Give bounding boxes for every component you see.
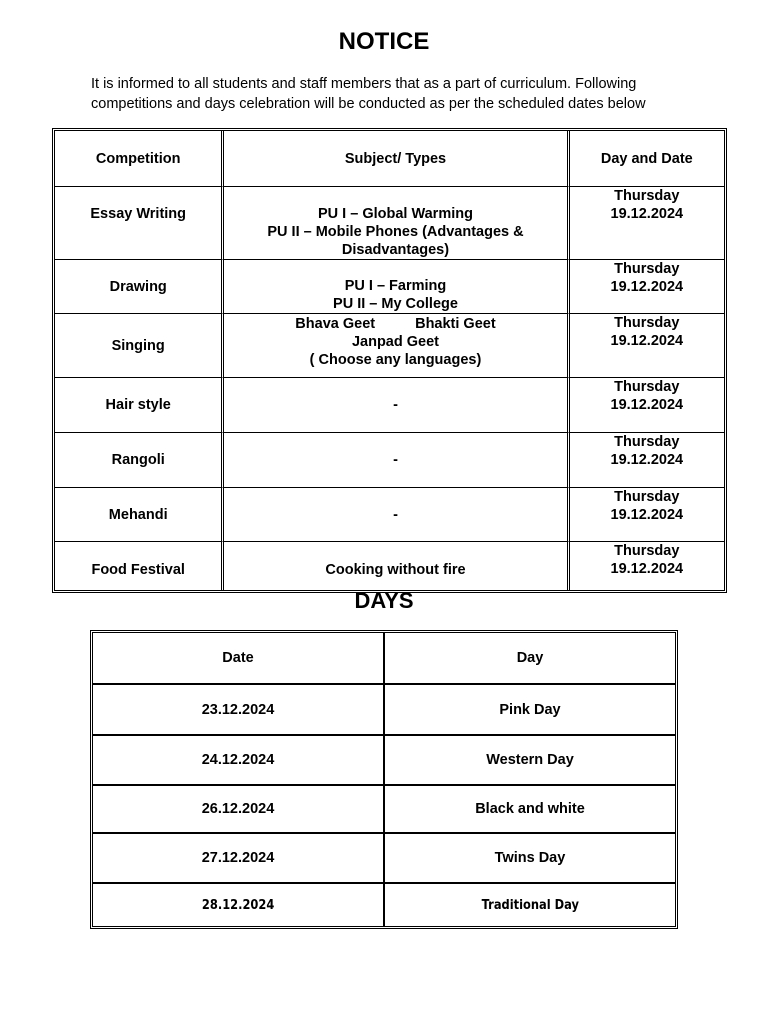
date-label: 19.12.2024	[610, 561, 684, 577]
subject-line: PU I – Farming	[344, 278, 447, 294]
subject-line: PU I – Global Warming	[318, 206, 473, 222]
subject-line: PU II – My College	[333, 296, 458, 312]
competition-name: Rangoli	[55, 433, 224, 488]
day-label: Thursday	[614, 489, 680, 505]
header-day-and-date: Day and Date	[570, 131, 724, 187]
day-date: 27.12.2024	[93, 834, 385, 884]
day-label: Thursday	[614, 379, 680, 395]
competition-subject	[224, 260, 569, 314]
day-name: Black and white	[385, 786, 675, 834]
competition-date	[570, 314, 724, 378]
notice-intro: It is informed to all students and staff members that as a part of curriculum. Following competitions and days celebration will be conducted as per the scheduled dates below	[91, 76, 646, 112]
competition-date	[570, 187, 724, 260]
subject-line: Janpad Geet	[351, 334, 439, 350]
competition-subject: -	[224, 378, 569, 433]
competition-date	[570, 488, 724, 542]
day-name	[385, 884, 675, 926]
table-row	[93, 834, 675, 884]
date-label: 19.12.2024	[610, 397, 684, 413]
day-name: Twins Day	[385, 834, 675, 884]
competitions-table	[52, 128, 727, 593]
subject-line: ( Choose any languages)	[309, 352, 482, 368]
competition-name: Singing	[55, 314, 224, 378]
day-date-text: 28.12.2024	[201, 897, 275, 913]
header-competition: Competition	[55, 131, 224, 187]
day-label: Thursday	[614, 315, 680, 331]
day-label: Thursday	[614, 543, 680, 559]
table-row	[55, 260, 724, 314]
competition-subject: Cooking without fire	[224, 542, 569, 590]
table-row	[93, 736, 675, 786]
days-table	[90, 630, 678, 929]
day-date: 24.12.2024	[93, 736, 385, 786]
competition-date	[570, 378, 724, 433]
header-day: Day	[385, 633, 675, 685]
competition-subject: -	[224, 488, 569, 542]
competition-name: Essay Writing	[55, 187, 224, 260]
competition-name: Food Festival	[55, 542, 224, 590]
subject-line: Bhava Geet Bhakti Geet	[295, 316, 496, 332]
date-label: 19.12.2024	[610, 507, 684, 523]
subject-line: PU II – Mobile Phones (Advantages & Disadvantages)	[267, 224, 524, 258]
table-header-row	[55, 131, 724, 187]
date-label: 19.12.2024	[610, 452, 684, 468]
day-name: Pink Day	[385, 685, 675, 736]
date-label: 19.12.2024	[610, 206, 684, 222]
competition-subject	[224, 187, 569, 260]
notice-title: NOTICE	[338, 28, 430, 55]
date-label: 19.12.2024	[610, 333, 684, 349]
table-row	[55, 187, 724, 260]
header-date: Date	[93, 633, 385, 685]
day-label: Thursday	[614, 261, 680, 277]
day-name-text: Traditional Day	[481, 897, 579, 913]
table-row	[93, 786, 675, 834]
day-label: Thursday	[614, 188, 680, 204]
competition-date	[570, 260, 724, 314]
date-label: 19.12.2024	[610, 279, 684, 295]
competition-date	[570, 542, 724, 590]
competition-name: Mehandi	[55, 488, 224, 542]
header-subject-types: Subject/ Types	[224, 131, 569, 187]
table-row	[55, 488, 724, 542]
table-row	[93, 685, 675, 736]
day-date: 23.12.2024	[93, 685, 385, 736]
competition-subject: -	[224, 433, 569, 488]
competition-name: Hair style	[55, 378, 224, 433]
table-row	[93, 884, 675, 926]
day-label: Thursday	[614, 434, 680, 450]
day-date: 26.12.2024	[93, 786, 385, 834]
table-header-row	[93, 633, 675, 685]
table-row	[55, 314, 724, 378]
competition-name: Drawing	[55, 260, 224, 314]
table-row	[55, 542, 724, 590]
table-row	[55, 433, 724, 488]
competition-date	[570, 433, 724, 488]
days-title: DAYS	[354, 588, 414, 613]
table-row	[55, 378, 724, 433]
day-name: Western Day	[385, 736, 675, 786]
day-date	[93, 884, 385, 926]
competition-subject	[224, 314, 569, 378]
